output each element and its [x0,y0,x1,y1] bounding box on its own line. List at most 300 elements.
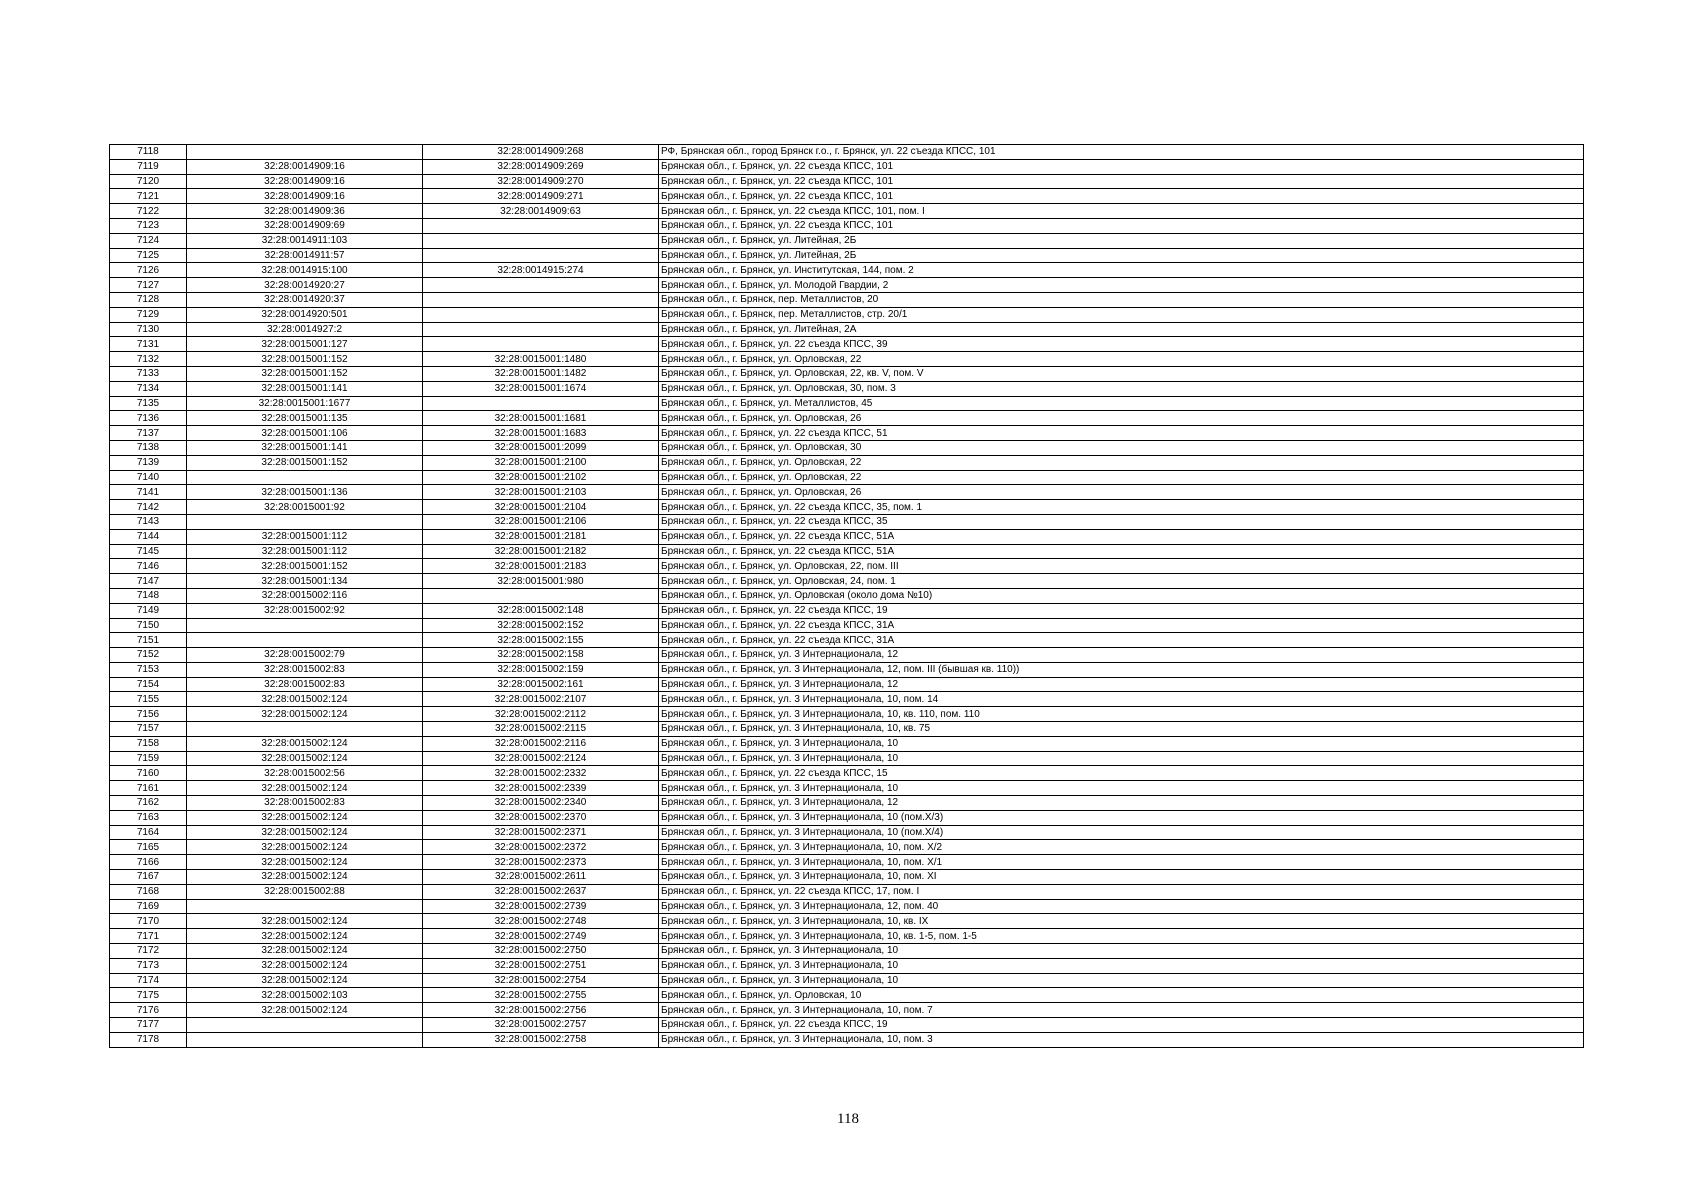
row-number-cell: 7143 [110,514,187,529]
address-cell: Брянская обл., г. Брянск, ул. 22 съезда КПСС, 19 [659,1018,1584,1033]
object-cadastral-cell: 32:28:0015002:2372 [423,840,659,855]
land-plot-cadastral-cell: 32:28:0015002:124 [187,914,423,929]
table-row [110,914,1584,929]
table-row [110,440,1584,455]
row-number-cell: 7158 [110,736,187,751]
land-plot-cadastral-cell: 32:28:0015002:124 [187,692,423,707]
land-plot-cadastral-cell [187,470,423,485]
object-cadastral-cell: 32:28:0015002:158 [423,648,659,663]
address-cell: Брянская обл., г. Брянск, ул. 3 Интернационала, 10 [659,751,1584,766]
object-cadastral-cell [423,278,659,293]
table-row [110,588,1584,603]
object-cadastral-cell: 32:28:0014909:270 [423,174,659,189]
table-row [110,470,1584,485]
object-cadastral-cell [423,248,659,263]
address-cell: Брянская обл., г. Брянск, ул. 3 Интернационала, 10 (пом.Х/4) [659,825,1584,840]
land-plot-cadastral-cell: 32:28:0015002:124 [187,840,423,855]
address-cell: Брянская обл., г. Брянск, ул. 3 Интернационала, 10 (пом.Х/3) [659,810,1584,825]
registry-table-body [110,145,1584,1048]
table-row [110,263,1584,278]
land-plot-cadastral-cell: 32:28:0015002:124 [187,929,423,944]
land-plot-cadastral-cell [187,618,423,633]
object-cadastral-cell: 32:28:0015002:2754 [423,973,659,988]
table-row [110,218,1584,233]
table-row [110,574,1584,589]
object-cadastral-cell: 32:28:0014909:271 [423,189,659,204]
row-number-cell: 7172 [110,944,187,959]
address-cell: Брянская обл., г. Брянск, ул. Орловская, 22, кв. V, пом. V [659,366,1584,381]
row-number-cell: 7130 [110,322,187,337]
object-cadastral-cell: 32:28:0015001:1482 [423,366,659,381]
land-plot-cadastral-cell: 32:28:0015001:92 [187,500,423,515]
object-cadastral-cell: 32:28:0015002:2758 [423,1032,659,1047]
table-row [110,248,1584,263]
table-row [110,1003,1584,1018]
land-plot-cadastral-cell: 32:28:0014909:69 [187,218,423,233]
table-row [110,781,1584,796]
object-cadastral-cell: 32:28:0015001:1681 [423,411,659,426]
land-plot-cadastral-cell: 32:28:0015001:136 [187,485,423,500]
row-number-cell: 7156 [110,707,187,722]
row-number-cell: 7127 [110,278,187,293]
land-plot-cadastral-cell: 32:28:0015002:124 [187,958,423,973]
row-number-cell: 7175 [110,988,187,1003]
row-number-cell: 7161 [110,781,187,796]
table-row [110,189,1584,204]
row-number-cell: 7118 [110,145,187,160]
object-cadastral-cell [423,292,659,307]
row-number-cell: 7135 [110,396,187,411]
address-cell: Брянская обл., г. Брянск, ул. 3 Интернационала, 10, пом. 7 [659,1003,1584,1018]
object-cadastral-cell [423,218,659,233]
table-row [110,337,1584,352]
address-cell: Брянская обл., г. Брянск, ул. 3 Интернационала, 12 [659,648,1584,663]
land-plot-cadastral-cell: 32:28:0015002:88 [187,884,423,899]
land-plot-cadastral-cell: 32:28:0014911:57 [187,248,423,263]
land-plot-cadastral-cell: 32:28:0015001:134 [187,574,423,589]
address-cell: Брянская обл., г. Брянск, ул. Молодой Гвардии, 2 [659,278,1584,293]
address-cell: Брянская обл., г. Брянск, ул. Орловская, 26 [659,485,1584,500]
address-cell: Брянская обл., г. Брянск, ул. 3 Интернационала, 10, пом. XI [659,870,1584,885]
row-number-cell: 7141 [110,485,187,500]
table-row [110,958,1584,973]
land-plot-cadastral-cell: 32:28:0015001:152 [187,455,423,470]
address-cell: Брянская обл., г. Брянск, ул. Орловская, 26 [659,411,1584,426]
row-number-cell: 7171 [110,929,187,944]
address-cell: Брянская обл., г. Брянск, ул. 3 Интернационала, 10, кв. IX [659,914,1584,929]
table-row [110,884,1584,899]
table-row [110,145,1584,160]
address-cell: Брянская обл., г. Брянск, ул. 3 Интернационала, 10, пом. 3 [659,1032,1584,1047]
row-number-cell: 7178 [110,1032,187,1047]
land-plot-cadastral-cell: 32:28:0015002:124 [187,855,423,870]
address-cell: Брянская обл., г. Брянск, ул. 3 Интернационала, 10, кв. 1-5, пом. 1-5 [659,929,1584,944]
row-number-cell: 7124 [110,233,187,248]
table-row [110,855,1584,870]
land-plot-cadastral-cell: 32:28:0014909:16 [187,174,423,189]
object-cadastral-cell: 32:28:0015002:2340 [423,796,659,811]
row-number-cell: 7128 [110,292,187,307]
row-number-cell: 7159 [110,751,187,766]
row-number-cell: 7121 [110,189,187,204]
row-number-cell: 7133 [110,366,187,381]
table-row [110,307,1584,322]
address-cell: РФ, Брянская обл., город Брянск г.о., г. Брянск, ул. 22 съезда КПСС, 101 [659,145,1584,160]
table-row [110,366,1584,381]
table-row [110,322,1584,337]
object-cadastral-cell: 32:28:0014909:63 [423,204,659,219]
row-number-cell: 7169 [110,899,187,914]
land-plot-cadastral-cell: 32:28:0015001:112 [187,544,423,559]
row-number-cell: 7129 [110,307,187,322]
table-row [110,677,1584,692]
land-plot-cadastral-cell: 32:28:0015002:124 [187,810,423,825]
row-number-cell: 7150 [110,618,187,633]
address-cell: Брянская обл., г. Брянск, ул. 3 Интернационала, 10 [659,944,1584,959]
address-cell: Брянская обл., г. Брянск, ул. 3 Интернационала, 10, пом. Х/1 [659,855,1584,870]
table-row [110,426,1584,441]
object-cadastral-cell: 32:28:0015002:2112 [423,707,659,722]
land-plot-cadastral-cell: 32:28:0014911:103 [187,233,423,248]
land-plot-cadastral-cell [187,633,423,648]
table-row [110,618,1584,633]
address-cell: Брянская обл., г. Брянск, ул. 22 съезда КПСС, 17, пом. I [659,884,1584,899]
land-plot-cadastral-cell: 32:28:0014920:501 [187,307,423,322]
land-plot-cadastral-cell: 32:28:0015001:127 [187,337,423,352]
object-cadastral-cell: 32:28:0015002:2339 [423,781,659,796]
row-number-cell: 7137 [110,426,187,441]
row-number-cell: 7134 [110,381,187,396]
table-row [110,870,1584,885]
object-cadastral-cell: 32:28:0015001:2106 [423,514,659,529]
table-row [110,485,1584,500]
object-cadastral-cell: 32:28:0015001:2100 [423,455,659,470]
table-row [110,1032,1584,1047]
registry-table [109,144,1584,1048]
row-number-cell: 7142 [110,500,187,515]
address-cell: Брянская обл., г. Брянск, ул. 3 Интернационала, 10 [659,736,1584,751]
object-cadastral-cell: 32:28:0015001:1674 [423,381,659,396]
row-number-cell: 7144 [110,529,187,544]
table-row [110,751,1584,766]
address-cell: Брянская обл., г. Брянск, ул. 22 съезда КПСС, 51А [659,529,1584,544]
address-cell: Брянская обл., г. Брянск, ул. 22 съезда КПСС, 31А [659,618,1584,633]
row-number-cell: 7132 [110,352,187,367]
object-cadastral-cell: 32:28:0014909:268 [423,145,659,160]
land-plot-cadastral-cell: 32:28:0015002:124 [187,870,423,885]
row-number-cell: 7170 [110,914,187,929]
address-cell: Брянская обл., г. Брянск, ул. 3 Интернационала, 10, кв. 75 [659,722,1584,737]
row-number-cell: 7155 [110,692,187,707]
address-cell: Брянская обл., г. Брянск, ул. 22 съезда КПСС, 19 [659,603,1584,618]
table-row [110,722,1584,737]
table-row [110,929,1584,944]
address-cell: Брянская обл., г. Брянск, ул. 3 Интернационала, 10 [659,958,1584,973]
row-number-cell: 7136 [110,411,187,426]
object-cadastral-cell: 32:28:0015002:2750 [423,944,659,959]
object-cadastral-cell [423,588,659,603]
row-number-cell: 7157 [110,722,187,737]
land-plot-cadastral-cell [187,1032,423,1047]
land-plot-cadastral-cell: 32:28:0015002:124 [187,973,423,988]
land-plot-cadastral-cell: 32:28:0015001:141 [187,381,423,396]
row-number-cell: 7122 [110,204,187,219]
row-number-cell: 7131 [110,337,187,352]
object-cadastral-cell: 32:28:0015002:2751 [423,958,659,973]
object-cadastral-cell [423,322,659,337]
object-cadastral-cell: 32:28:0015002:2371 [423,825,659,840]
land-plot-cadastral-cell: 32:28:0015002:83 [187,677,423,692]
object-cadastral-cell: 32:28:0015002:2115 [423,722,659,737]
address-cell: Брянская обл., г. Брянск, ул. Орловская, 30, пом. 3 [659,381,1584,396]
object-cadastral-cell: 32:28:0015002:2755 [423,988,659,1003]
land-plot-cadastral-cell: 32:28:0015002:79 [187,648,423,663]
land-plot-cadastral-cell: 32:28:0015001:152 [187,366,423,381]
object-cadastral-cell: 32:28:0015001:1480 [423,352,659,367]
table-row [110,988,1584,1003]
address-cell: Брянская обл., г. Брянск, ул. 3 Интернационала, 10, пом. 14 [659,692,1584,707]
table-row [110,544,1584,559]
object-cadastral-cell: 32:28:0015002:2749 [423,929,659,944]
row-number-cell: 7168 [110,884,187,899]
object-cadastral-cell: 32:28:0015002:2373 [423,855,659,870]
table-row [110,455,1584,470]
address-cell: Брянская обл., г. Брянск, ул. 3 Интернационала, 12, пом. III (бывшая кв. 110)) [659,662,1584,677]
object-cadastral-cell: 32:28:0015002:2124 [423,751,659,766]
object-cadastral-cell: 32:28:0015002:159 [423,662,659,677]
table-row [110,174,1584,189]
land-plot-cadastral-cell: 32:28:0015002:83 [187,662,423,677]
table-row [110,825,1584,840]
address-cell: Брянская обл., г. Брянск, ул. 22 съезда КПСС, 101 [659,174,1584,189]
row-number-cell: 7146 [110,559,187,574]
land-plot-cadastral-cell: 32:28:0015001:141 [187,440,423,455]
object-cadastral-cell: 32:28:0015001:1683 [423,426,659,441]
row-number-cell: 7140 [110,470,187,485]
table-row [110,796,1584,811]
address-cell: Брянская обл., г. Брянск, ул. Орловская, 30 [659,440,1584,455]
land-plot-cadastral-cell: 32:28:0015002:92 [187,603,423,618]
address-cell: Брянская обл., г. Брянск, ул. Орловская, 22 [659,470,1584,485]
table-row [110,810,1584,825]
row-number-cell: 7138 [110,440,187,455]
address-cell: Брянская обл., г. Брянск, ул. Литейная, 2А [659,322,1584,337]
table-row [110,707,1584,722]
land-plot-cadastral-cell: 32:28:0015002:83 [187,796,423,811]
land-plot-cadastral-cell: 32:28:0014920:37 [187,292,423,307]
address-cell: Брянская обл., г. Брянск, ул. Орловская, 22 [659,455,1584,470]
table-row [110,352,1584,367]
row-number-cell: 7164 [110,825,187,840]
land-plot-cadastral-cell: 32:28:0015001:135 [187,411,423,426]
table-row [110,944,1584,959]
land-plot-cadastral-cell: 32:28:0015002:124 [187,781,423,796]
table-row [110,514,1584,529]
object-cadastral-cell: 32:28:0015002:2637 [423,884,659,899]
object-cadastral-cell: 32:28:0015002:2332 [423,766,659,781]
row-number-cell: 7123 [110,218,187,233]
address-cell: Брянская обл., г. Брянск, ул. 22 съезда КПСС, 101 [659,189,1584,204]
table-row [110,233,1584,248]
land-plot-cadastral-cell: 32:28:0015001:152 [187,559,423,574]
row-number-cell: 7151 [110,633,187,648]
row-number-cell: 7152 [110,648,187,663]
object-cadastral-cell [423,233,659,248]
address-cell: Брянская обл., г. Брянск, ул. 22 съезда КПСС, 51А [659,544,1584,559]
land-plot-cadastral-cell: 32:28:0015001:1677 [187,396,423,411]
row-number-cell: 7162 [110,796,187,811]
address-cell: Брянская обл., г. Брянск, ул. Орловская, 22 [659,352,1584,367]
land-plot-cadastral-cell: 32:28:0015002:56 [187,766,423,781]
address-cell: Брянская обл., г. Брянск, ул. 22 съезда КПСС, 39 [659,337,1584,352]
object-cadastral-cell [423,337,659,352]
row-number-cell: 7160 [110,766,187,781]
table-row [110,662,1584,677]
object-cadastral-cell: 32:28:0015002:155 [423,633,659,648]
table-row [110,692,1584,707]
object-cadastral-cell [423,307,659,322]
object-cadastral-cell: 32:28:0015002:2757 [423,1018,659,1033]
object-cadastral-cell: 32:28:0015002:152 [423,618,659,633]
land-plot-cadastral-cell [187,514,423,529]
land-plot-cadastral-cell: 32:28:0015002:124 [187,707,423,722]
address-cell: Брянская обл., г. Брянск, ул. 22 съезда КПСС, 31А [659,633,1584,648]
land-plot-cadastral-cell: 32:28:0015002:124 [187,1003,423,1018]
address-cell: Брянская обл., г. Брянск, ул. 3 Интернационала, 10 [659,781,1584,796]
object-cadastral-cell: 32:28:0015002:2107 [423,692,659,707]
address-cell: Брянская обл., г. Брянск, пер. Металлистов, стр. 20/1 [659,307,1584,322]
row-number-cell: 7120 [110,174,187,189]
row-number-cell: 7174 [110,973,187,988]
row-number-cell: 7125 [110,248,187,263]
row-number-cell: 7149 [110,603,187,618]
land-plot-cadastral-cell: 32:28:0014909:36 [187,204,423,219]
object-cadastral-cell: 32:28:0015002:2756 [423,1003,659,1018]
row-number-cell: 7154 [110,677,187,692]
land-plot-cadastral-cell: 32:28:0014927:2 [187,322,423,337]
page-number: 118 [837,1111,859,1127]
land-plot-cadastral-cell [187,145,423,160]
address-cell: Брянская обл., г. Брянск, ул. 22 съезда КПСС, 15 [659,766,1584,781]
table-row [110,899,1584,914]
row-number-cell: 7165 [110,840,187,855]
row-number-cell: 7139 [110,455,187,470]
table-row [110,973,1584,988]
land-plot-cadastral-cell: 32:28:0015002:124 [187,751,423,766]
object-cadastral-cell: 32:28:0015001:2183 [423,559,659,574]
address-cell: Брянская обл., г. Брянск, ул. 3 Интернационала, 10, кв. 110, пом. 110 [659,707,1584,722]
address-cell: Брянская обл., г. Брянск, ул. 3 Интернационала, 12 [659,796,1584,811]
address-cell: Брянская обл., г. Брянск, ул. Литейная, 2Б [659,233,1584,248]
table-row [110,292,1584,307]
land-plot-cadastral-cell: 32:28:0015002:124 [187,825,423,840]
object-cadastral-cell: 32:28:0015001:2181 [423,529,659,544]
address-cell: Брянская обл., г. Брянск, пер. Металлистов, 20 [659,292,1584,307]
address-cell: Брянская обл., г. Брянск, ул. Орловская (около дома №10) [659,588,1584,603]
table-row [110,633,1584,648]
land-plot-cadastral-cell: 32:28:0014915:100 [187,263,423,278]
table-row [110,559,1584,574]
land-plot-cadastral-cell: 32:28:0015001:152 [187,352,423,367]
table-row [110,603,1584,618]
row-number-cell: 7145 [110,544,187,559]
address-cell: Брянская обл., г. Брянск, ул. Литейная, 2Б [659,248,1584,263]
address-cell: Брянская обл., г. Брянск, ул. 3 Интернационала, 12, пом. 40 [659,899,1584,914]
table-row [110,500,1584,515]
row-number-cell: 7166 [110,855,187,870]
table-row [110,766,1584,781]
land-plot-cadastral-cell: 32:28:0015002:124 [187,736,423,751]
address-cell: Брянская обл., г. Брянск, ул. 3 Интернационала, 10, пом. Х/2 [659,840,1584,855]
row-number-cell: 7167 [110,870,187,885]
row-number-cell: 7173 [110,958,187,973]
object-cadastral-cell: 32:28:0015001:2182 [423,544,659,559]
row-number-cell: 7176 [110,1003,187,1018]
land-plot-cadastral-cell [187,1018,423,1033]
row-number-cell: 7119 [110,159,187,174]
land-plot-cadastral-cell: 32:28:0015002:116 [187,588,423,603]
table-row [110,278,1584,293]
object-cadastral-cell: 32:28:0015001:980 [423,574,659,589]
row-number-cell: 7126 [110,263,187,278]
address-cell: Брянская обл., г. Брянск, ул. 3 Интернационала, 10 [659,973,1584,988]
object-cadastral-cell: 32:28:0015002:2611 [423,870,659,885]
land-plot-cadastral-cell: 32:28:0015001:112 [187,529,423,544]
address-cell: Брянская обл., г. Брянск, ул. Институтская, 144, пом. 2 [659,263,1584,278]
land-plot-cadastral-cell: 32:28:0014909:16 [187,159,423,174]
object-cadastral-cell: 32:28:0015002:148 [423,603,659,618]
row-number-cell: 7153 [110,662,187,677]
address-cell: Брянская обл., г. Брянск, ул. 22 съезда КПСС, 101, пом. I [659,204,1584,219]
table-row [110,204,1584,219]
address-cell: Брянская обл., г. Брянск, ул. Металлистов, 45 [659,396,1584,411]
table-row [110,648,1584,663]
object-cadastral-cell [423,396,659,411]
land-plot-cadastral-cell [187,722,423,737]
object-cadastral-cell: 32:28:0015002:2370 [423,810,659,825]
table-row [110,381,1584,396]
object-cadastral-cell: 32:28:0015002:161 [423,677,659,692]
land-plot-cadastral-cell: 32:28:0015002:103 [187,988,423,1003]
object-cadastral-cell: 32:28:0015001:2102 [423,470,659,485]
address-cell: Брянская обл., г. Брянск, ул. 22 съезда КПСС, 101 [659,159,1584,174]
land-plot-cadastral-cell: 32:28:0014909:16 [187,189,423,204]
table-row [110,840,1584,855]
land-plot-cadastral-cell: 32:28:0014920:27 [187,278,423,293]
row-number-cell: 7177 [110,1018,187,1033]
table-row [110,736,1584,751]
object-cadastral-cell: 32:28:0014915:274 [423,263,659,278]
address-cell: Брянская обл., г. Брянск, ул. Орловская, 22, пом. III [659,559,1584,574]
table-row [110,529,1584,544]
address-cell: Брянская обл., г. Брянск, ул. 22 съезда КПСС, 101 [659,218,1584,233]
land-plot-cadastral-cell: 32:28:0015002:124 [187,944,423,959]
row-number-cell: 7148 [110,588,187,603]
row-number-cell: 7147 [110,574,187,589]
table-row [110,411,1584,426]
object-cadastral-cell: 32:28:0015001:2103 [423,485,659,500]
land-plot-cadastral-cell [187,899,423,914]
address-cell: Брянская обл., г. Брянск, ул. 22 съезда КПСС, 35 [659,514,1584,529]
object-cadastral-cell: 32:28:0015002:2748 [423,914,659,929]
table-row [110,159,1584,174]
address-cell: Брянская обл., г. Брянск, ул. Орловская, 24, пом. 1 [659,574,1584,589]
object-cadastral-cell: 32:28:0015001:2104 [423,500,659,515]
land-plot-cadastral-cell: 32:28:0015001:106 [187,426,423,441]
address-cell: Брянская обл., г. Брянск, ул. 22 съезда КПСС, 35, пом. 1 [659,500,1584,515]
table-row [110,1018,1584,1033]
object-cadastral-cell: 32:28:0015002:2116 [423,736,659,751]
